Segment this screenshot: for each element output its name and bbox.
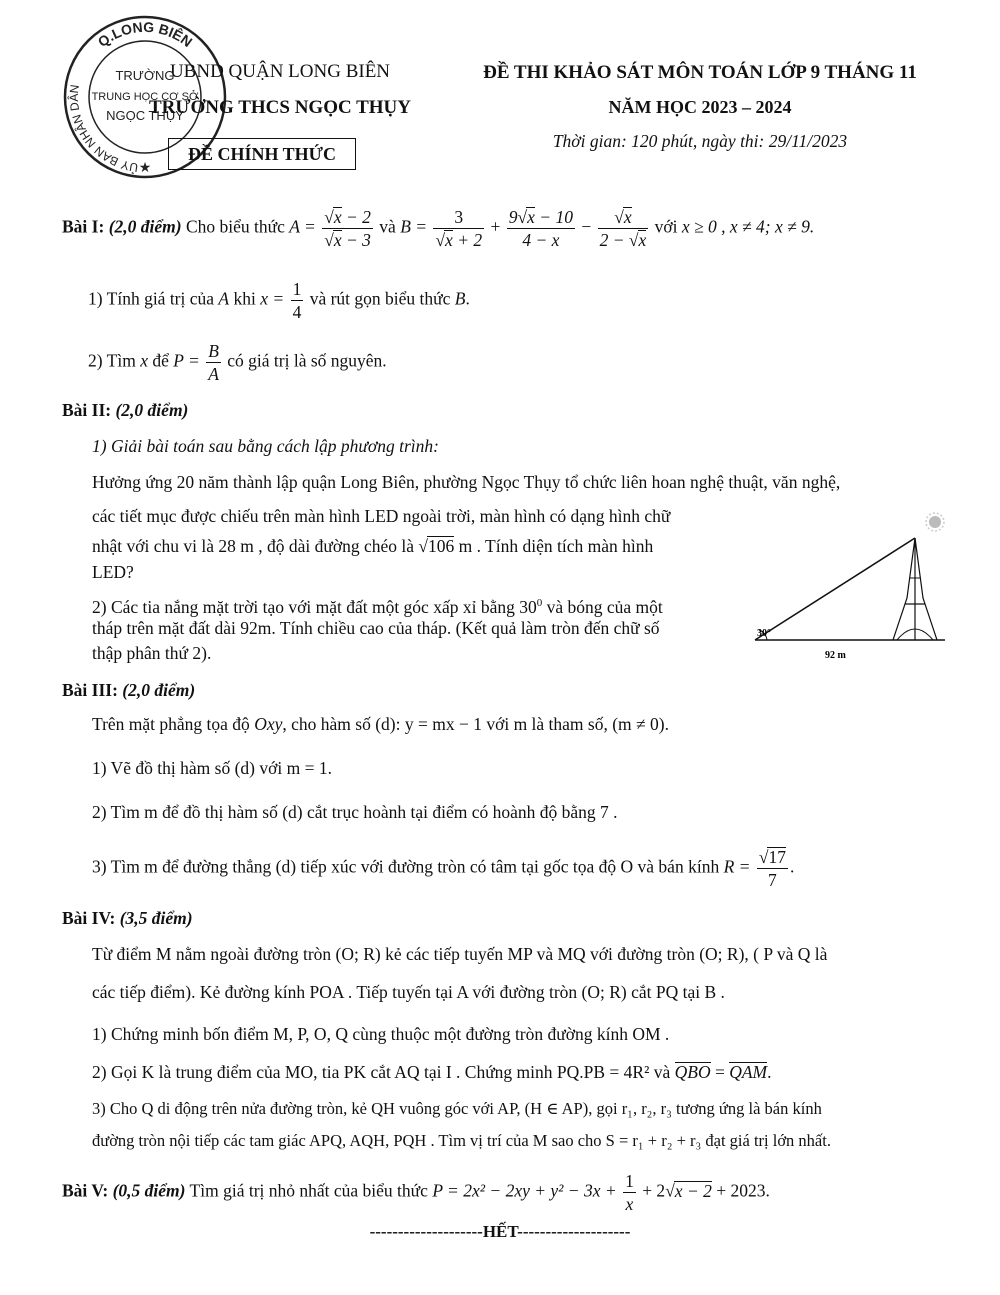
district-name: UBND QUẬN LONG BIÊN: [169, 61, 391, 82]
svg-text:TRƯỜNG: TRƯỜNG: [115, 68, 175, 83]
svg-text:NGỌC THỤY: NGỌC THỤY: [106, 108, 184, 123]
expr-a: $\frac{√x - 2}{√x - 3}$: [324, 207, 371, 250]
school-name: TRƯỜNG THCS NGỌC THỤY: [149, 97, 411, 118]
b4-p1: Từ điểm M nằm ngoài đường tròn (O; R) kẻ các tiếp tuyến MP và MQ với đường tròn (O; R), ( P và Q là: [92, 944, 828, 964]
b2-q1: 1) Giải bài toán sau bằng cách lập phương trình:: [92, 436, 439, 456]
header-left: [130, 54, 430, 126]
b1-with: với: [654, 216, 678, 237]
b1-q1: 1) Tính giá trị của A khi x = $\frac{1}{4}$ và rút gọn biểu thức B.: [88, 279, 470, 322]
svg-text:TRUNG HỌC CƠ SỞ: TRUNG HỌC CƠ SỞ: [91, 91, 199, 103]
b4-q3a: 3) Cho Q di động trên nửa đường tròn, kẻ QH vuông góc với AP, (H ∈ AP), gọi r₁, r₂, r₃ tương ứng là bán kính: [92, 1099, 822, 1118]
b1-cond: x ≥ 0 , x ≠ 4; x ≠ 9.: [681, 216, 815, 237]
expr-b2: $\frac{9√x - 10}{4 - x}$: [508, 207, 573, 250]
svg-text:Q.LONG BIÊN: Q.LONG BIÊN: [94, 18, 196, 51]
svg-text:ỦY BAN NHÂN DÂN: ỦY BAN NHÂN DÂN: [66, 83, 140, 175]
fig-angle: 30°: [757, 628, 771, 639]
b1-intro: Cho biểu thức: [185, 216, 285, 237]
b3-intro: Trên mặt phẳng tọa độ Oxy, cho hàm số (d): y = mx − 1 với m là tham số, (m ≠ 0).: [92, 714, 669, 734]
b4-q3b: đường tròn nội tiếp các tam giác APQ, AQH, PQH . Tìm vị trí của M sao cho S = r₁ + r₂ + r₃ đạt giá trị lớn nhất.: [92, 1131, 831, 1150]
expr-b3: $\frac{√x}{2 - √x}$: [599, 207, 647, 250]
b2-p1: Hưởng ứng 20 năm thành lập quận Long Biên, phường Ngọc Thụy tổ chức liên hoan nghệ thuật, văn nghệ,: [92, 472, 841, 492]
b4-q1: 1) Chứng minh bốn điểm M, P, O, Q cùng thuộc một đường tròn đường kính OM .: [92, 1024, 670, 1044]
b1-label: Bài I:: [62, 216, 105, 237]
official-label: ĐỀ CHÍNH THỨC: [168, 138, 356, 170]
b2-q2: 2) Các tia nắng mặt trời tạo với mặt đất một góc xấp xỉ bằng $30^0$ và bóng của một: [92, 596, 663, 617]
header-right: [460, 56, 940, 158]
b4-title: Bài IV: (3,5 điểm): [62, 908, 193, 928]
b1-line: Bài I: (2,0 điểm) Cho biểu thức A = $\frac{√x - 2}{√x - 3}$ và B = $\frac{3}{√x + 2}$ + $\frac{9√x - 10}{4 - x}$ − $\frac{√x}{2 - √x}$ với x ≥ 0 , x ≠ 4; x ≠ 9.: [62, 207, 815, 250]
exam-title: ĐỀ THI KHẢO SÁT MÔN TOÁN LỚP 9 THÁNG 11: [483, 62, 917, 83]
b4-p2: các tiếp điểm). Kẻ đường kính POA . Tiếp tuyến tại A với đường tròn (O; R) cắt PQ tại B .: [92, 982, 725, 1002]
b3-q3: 3) Tìm m để đường thẳng (d) tiếp xúc với đường tròn có tâm tại gốc tọa độ O và bán kính R = $\frac{√17}{7}$ .: [92, 847, 795, 890]
school-year: NĂM HỌC 2023 – 2024: [608, 97, 792, 117]
svg-text:★: ★: [138, 161, 152, 176]
b4-q2: 2) Gọi K là trung điểm của MO, tia PK cắt AQ tại I . Chứng minh PQ.PB = 4R² và QBO = QAM.: [92, 1062, 772, 1082]
b1-points: (2,0 điểm): [108, 216, 182, 237]
fig-length: 92 m: [825, 650, 846, 661]
b2-title: Bài II: (2,0 điểm): [62, 400, 189, 420]
b2-p2: các tiết mục được chiếu trên màn hình LED ngoài trời, màn hình có dạng hình chữ: [92, 506, 671, 526]
end-marker: --------------------HẾT--------------------: [369, 1222, 631, 1241]
b3-q1: 1) Vẽ đồ thị hàm số (d) với m = 1.: [92, 758, 332, 778]
b1-q2: 2) Tìm x để P = $\frac{B}{A}$ có giá trị là số nguyên.: [88, 341, 387, 384]
b2-q2d: thập phân thứ 2).: [92, 643, 212, 663]
sun-icon: [926, 513, 944, 531]
b3-title: Bài III: (2,0 điểm): [62, 680, 196, 700]
b3-q2: 2) Tìm m để đồ thị hàm số (d) cắt trục hoành tại điểm có hoành độ bằng 7 .: [92, 802, 618, 822]
b2-p3: nhật với chu vi là 28 m , độ dài đường chéo là √106 m . Tính diện tích màn hình: [92, 536, 654, 556]
tower-figure: [745, 508, 965, 668]
b5-line: Bài V: (0,5 điểm) Tìm giá trị nhỏ nhất của biểu thức P = 2x² − 2xy + y² − 3x + $\frac{1}{x}$ + 2√x − 2 + 2023.: [62, 1171, 770, 1214]
b1-and: và: [379, 216, 396, 237]
expr-b1: $\frac{3}{√x + 2}$: [435, 207, 483, 250]
b2-q2c: tháp trên mặt đất dài 92m. Tính chiều cao của tháp. (Kết quả làm tròn đến chữ số: [92, 618, 660, 638]
b2-p4: LED?: [92, 562, 134, 582]
time-info: Thời gian: 120 phút, ngày thi: 29/11/2023: [552, 131, 848, 151]
